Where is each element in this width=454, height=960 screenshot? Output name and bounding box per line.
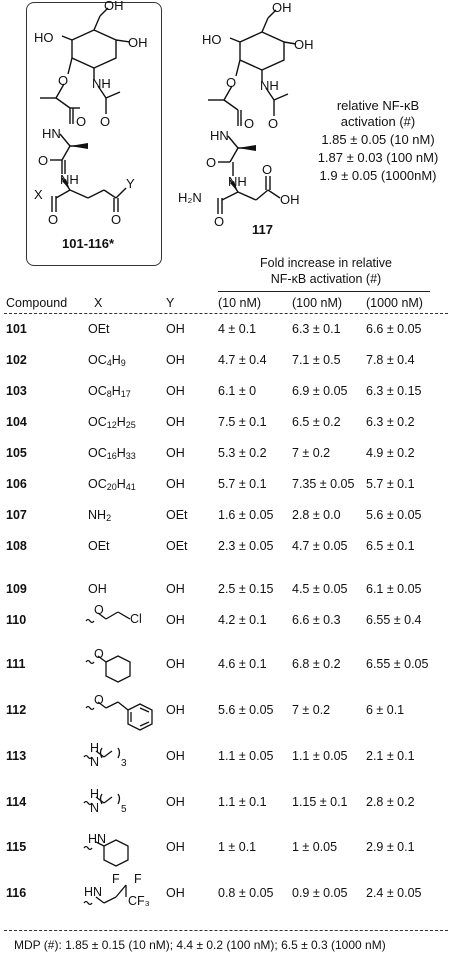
row-105-x: $OC_{16}H_{33}$ bbox=[88, 446, 136, 461]
row-116-100nm: 0.9 ± 0.05 bbox=[292, 886, 348, 900]
row-104-100nm: 6.5 ± 0.2 bbox=[292, 415, 341, 429]
left-o-acetyl: O bbox=[100, 114, 111, 129]
left-oh-top: OH bbox=[104, 0, 124, 13]
row-107-y: OEt bbox=[166, 508, 188, 522]
x113-count: 3 bbox=[121, 758, 127, 769]
row-110-10nm: 4.2 ± 0.1 bbox=[218, 613, 267, 627]
row-111-100nm: 6.8 ± 0.2 bbox=[292, 657, 341, 671]
right-nh-acetyl: NH bbox=[260, 78, 279, 93]
footer-divider bbox=[4, 930, 448, 931]
left-oh-right: OH bbox=[128, 35, 148, 50]
row-109-x: OH bbox=[88, 582, 107, 596]
row-102-10nm: 4.7 ± 0.4 bbox=[218, 353, 267, 367]
row-106-y: OH bbox=[166, 477, 185, 491]
row-114-1000nm: 2.8 ± 0.2 bbox=[366, 795, 415, 809]
row-114-10nm: 1.1 ± 0.1 bbox=[218, 795, 267, 809]
row-111-1000nm: 6.55 ± 0.05 bbox=[366, 657, 429, 671]
left-x-label: X bbox=[34, 187, 43, 202]
x113-nh bbox=[90, 741, 99, 769]
row-106-1000nm: 5.7 ± 0.1 bbox=[366, 477, 415, 491]
x110-o: O bbox=[94, 603, 104, 617]
row-106-x: $OC_{20}H_{41}$ bbox=[88, 477, 136, 492]
x115-h: H bbox=[88, 832, 98, 846]
footnote-mdp: MDP (#): 1.85 ± 0.15 (10 nM); 4.4 ± 0.2 (100 nM); 6.5 ± 0.3 (1000 nM) bbox=[14, 938, 386, 952]
row-107-x: $NH_2$ bbox=[88, 508, 112, 523]
activation-value-1000nm: 1.9 ± 0.05 (1000nM) bbox=[319, 168, 437, 183]
x112-o: O bbox=[94, 693, 104, 707]
right-oh-right: OH bbox=[294, 37, 314, 52]
left-o-lactyl: O bbox=[58, 73, 69, 88]
x115-nh bbox=[88, 832, 106, 846]
row-103-x: $OC_8H_{17}$ bbox=[88, 384, 131, 399]
left-oh-left: HO bbox=[34, 30, 54, 45]
row-113-y: OH bbox=[166, 749, 185, 763]
x115-n: N bbox=[97, 832, 107, 846]
right-oh-left: HO bbox=[202, 32, 222, 47]
row-103-10nm: 6.1 ± 0 bbox=[218, 384, 257, 398]
row-108-compound: 108 bbox=[6, 539, 27, 553]
row-113-1000nm: 2.1 ± 0.1 bbox=[366, 749, 415, 763]
row-109-y: OH bbox=[166, 582, 185, 596]
row-105-100nm: 7 ± 0.2 bbox=[292, 446, 331, 460]
row-102-1000nm: 7.8 ± 0.4 bbox=[366, 353, 415, 367]
row-109-compound: 109 bbox=[6, 582, 27, 596]
x116-nh bbox=[84, 885, 102, 899]
right-o-lactyl-carbonyl: O bbox=[244, 116, 255, 131]
row-111-y: OH bbox=[166, 657, 185, 671]
right-structure-label: 117 bbox=[252, 222, 273, 237]
x116-f1: F bbox=[112, 872, 120, 886]
right-o-acetyl: O bbox=[268, 116, 279, 131]
row-113-10nm: 1.1 ± 0.05 bbox=[218, 749, 274, 763]
right-o-lactyl: O bbox=[226, 75, 237, 90]
right-o-amide: O bbox=[214, 214, 225, 229]
column-header-100nm: (100 nM) bbox=[292, 296, 343, 310]
row-109-100nm: 4.5 ± 0.05 bbox=[292, 582, 348, 596]
row-112-y: OH bbox=[166, 703, 185, 717]
group-header-line1: Fold increase in relative bbox=[259, 256, 392, 270]
row-116-y: OH bbox=[166, 886, 185, 900]
row-113-compound: 113 bbox=[6, 749, 27, 763]
row-115-10nm: 1 ± 0.1 bbox=[218, 840, 257, 854]
row-112-10nm: 5.6 ± 0.05 bbox=[218, 703, 274, 717]
row-104-10nm: 7.5 ± 0.1 bbox=[218, 415, 267, 429]
row-105-compound: 105 bbox=[6, 446, 27, 460]
row-105-1000nm: 4.9 ± 0.2 bbox=[366, 446, 415, 460]
x113-n: N bbox=[90, 755, 100, 769]
row-116-1000nm: 2.4 ± 0.05 bbox=[366, 886, 422, 900]
row-113-100nm: 1.1 ± 0.05 bbox=[292, 749, 348, 763]
row-109-10nm: 2.5 ± 0.15 bbox=[218, 582, 274, 596]
x110-cl: Cl bbox=[130, 612, 142, 626]
row-108-100nm: 4.7 ± 0.05 bbox=[292, 539, 348, 553]
row-103-compound: 103 bbox=[6, 384, 27, 398]
x114-n: N bbox=[90, 801, 100, 815]
row-102-y: OH bbox=[166, 353, 185, 367]
left-o-x: O bbox=[48, 212, 59, 227]
row-115-compound: 115 bbox=[6, 840, 27, 854]
activation-value-100nm: 1.87 ± 0.03 (100 nM) bbox=[317, 150, 439, 165]
row-101-y: OH bbox=[166, 322, 185, 336]
row-111-10nm: 4.6 ± 0.1 bbox=[218, 657, 267, 671]
row-101-100nm: 6.3 ± 0.1 bbox=[292, 322, 341, 336]
row-101-compound: 101 bbox=[6, 322, 27, 336]
row-107-100nm: 2.8 ± 0.0 bbox=[292, 508, 341, 522]
row-104-compound: 104 bbox=[6, 415, 27, 429]
right-oh-acid: OH bbox=[280, 192, 300, 207]
row-106-10nm: 5.7 ± 0.1 bbox=[218, 477, 267, 491]
row-101-10nm: 4 ± 0.1 bbox=[218, 322, 257, 336]
row-105-10nm: 5.3 ± 0.2 bbox=[218, 446, 267, 460]
x116-h: H bbox=[84, 885, 94, 899]
left-y-label: Y bbox=[126, 176, 135, 191]
x116-cf3: CF₃ bbox=[128, 894, 150, 908]
activation-value-10nm: 1.85 ± 0.05 (10 nM) bbox=[321, 132, 435, 147]
x114-h: H bbox=[90, 787, 100, 801]
right-hn-alanine: HN bbox=[210, 128, 229, 143]
row-108-y: OEt bbox=[166, 539, 188, 553]
row-101-x: OEt bbox=[88, 322, 110, 336]
x116-f2: F bbox=[134, 872, 142, 886]
row-112-1000nm: 6 ± 0.1 bbox=[366, 703, 405, 717]
row-104-x: $OC_{12}H_{25}$ bbox=[88, 415, 136, 430]
row-110-100nm: 6.6 ± 0.3 bbox=[292, 613, 341, 627]
row-111-compound: 111 bbox=[6, 657, 26, 671]
row-104-1000nm: 6.3 ± 0.2 bbox=[366, 415, 415, 429]
column-header-1000nm: (1000 nM) bbox=[366, 296, 423, 310]
right-o-acid: O bbox=[262, 162, 273, 177]
row-116-10nm: 0.8 ± 0.05 bbox=[218, 886, 274, 900]
x114-count: 5 bbox=[121, 804, 127, 815]
right-o-alanine: O bbox=[206, 155, 217, 170]
column-header-10nm: (10 nM) bbox=[218, 296, 262, 310]
left-o-y: O bbox=[111, 212, 122, 227]
row-106-compound: 106 bbox=[6, 477, 27, 491]
row-102-100nm: 7.1 ± 0.5 bbox=[292, 353, 341, 367]
row-110-1000nm: 6.55 ± 0.4 bbox=[366, 613, 422, 627]
row-101-1000nm: 6.6 ± 0.05 bbox=[366, 322, 422, 336]
left-nh-acetyl: NH bbox=[92, 76, 111, 91]
x114-nh bbox=[90, 787, 99, 815]
row-103-100nm: 6.9 ± 0.05 bbox=[292, 384, 348, 398]
row-115-y: OH bbox=[166, 840, 185, 854]
activation-title-line2: activation (#) bbox=[340, 114, 416, 129]
row-114-compound: 114 bbox=[6, 795, 27, 809]
row-106-100nm: 7.35 ± 0.05 bbox=[292, 477, 355, 491]
row-107-10nm: 1.6 ± 0.05 bbox=[218, 508, 274, 522]
row-116-compound: 116 bbox=[6, 886, 27, 900]
left-o-lactyl-carbonyl: O bbox=[76, 114, 87, 129]
left-nh-glutamyl: NH bbox=[60, 172, 79, 187]
row-104-y: OH bbox=[166, 415, 185, 429]
row-109-1000nm: 6.1 ± 0.05 bbox=[366, 582, 422, 596]
left-hn-alanine: HN bbox=[42, 126, 61, 141]
row-102-compound: 102 bbox=[6, 353, 27, 367]
row-107-compound: 107 bbox=[6, 508, 27, 522]
row-110-y: OH bbox=[166, 613, 185, 627]
right-oh-top: OH bbox=[272, 0, 292, 15]
right-nh-glutamyl: NH bbox=[228, 174, 247, 189]
row-112-compound: 112 bbox=[6, 703, 27, 717]
row-112-100nm: 7 ± 0.2 bbox=[292, 703, 331, 717]
row-114-y: OH bbox=[166, 795, 185, 809]
activation-title-line1: relative NF-κB bbox=[336, 98, 420, 113]
row-105-y: OH bbox=[166, 446, 185, 460]
row-108-x: OEt bbox=[88, 539, 110, 553]
x111-o: O bbox=[94, 647, 104, 661]
x113-h: H bbox=[90, 741, 100, 755]
row-115-100nm: 1 ± 0.05 bbox=[292, 840, 338, 854]
group-header-line2: NF-κB activation (#) bbox=[270, 272, 382, 286]
row-110-compound: 110 bbox=[6, 613, 27, 627]
left-structure-label: 101-116* bbox=[62, 236, 115, 251]
left-o-alanine: O bbox=[38, 153, 49, 168]
column-header-y: Y bbox=[166, 296, 175, 310]
row-114-100nm: 1.15 ± 0.1 bbox=[292, 795, 348, 809]
row-102-x: $OC_4H_9$ bbox=[88, 353, 126, 368]
row-107-1000nm: 5.6 ± 0.05 bbox=[366, 508, 422, 522]
row-115-1000nm: 2.9 ± 0.1 bbox=[366, 840, 415, 854]
column-header-compound: Compound bbox=[6, 296, 68, 310]
column-header-x: X bbox=[94, 296, 103, 310]
row-108-1000nm: 6.5 ± 0.1 bbox=[366, 539, 415, 553]
row-103-y: OH bbox=[166, 384, 185, 398]
row-103-1000nm: 6.3 ± 0.15 bbox=[366, 384, 422, 398]
row-108-10nm: 2.3 ± 0.05 bbox=[218, 539, 274, 553]
right-h2n: H₂N bbox=[178, 190, 202, 205]
x116-n: N bbox=[93, 885, 103, 899]
